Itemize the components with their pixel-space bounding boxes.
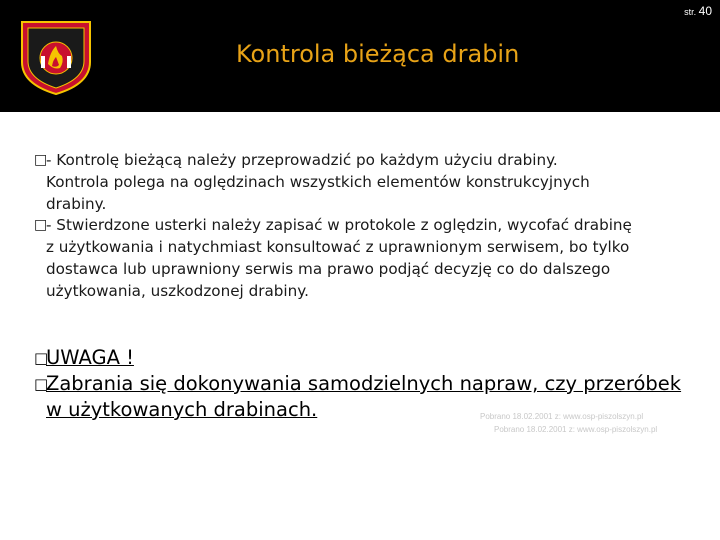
body-content	[34, 150, 704, 303]
page-title: Kontrola bieżąca drabin	[236, 40, 520, 68]
watermark-text: Pobrano 18.02.2001 z: www.osp-piszolszyn.pl	[480, 412, 644, 421]
page-number-label: str.	[684, 7, 697, 17]
paragraph-2-line-2: z użytkowania i natychmiast konsultować z uprawnionym serwisem, bo tylko	[46, 238, 630, 257]
warning-heading-row	[34, 345, 714, 371]
warning-line-1: Zabrania się dokonywania samodzielnych napraw, czy przeróbek	[46, 372, 682, 395]
paragraph-2-line-3: dostawca lub uprawniony serwis ma prawo podjąć decyzję co do dalszego	[46, 259, 611, 278]
fire-brigade-emblem-icon	[18, 18, 94, 96]
warning-heading: UWAGA !	[46, 346, 134, 369]
paragraph-2-line-4: użytkowania, uszkodzonej drabiny.	[46, 281, 309, 300]
paragraph-1-line-3: drabiny.	[46, 194, 107, 213]
warning-line-1-row	[34, 371, 714, 397]
watermark-text: Pobrano 18.02.2001 z: www.osp-piszolszyn.pl	[494, 425, 658, 434]
paragraph-2	[34, 215, 704, 302]
warning-line-2: w użytkowanych drabinach.	[46, 398, 318, 421]
bullet-icon: □	[34, 375, 49, 393]
bullet-icon: □	[34, 217, 48, 234]
paragraph-2-line-1: - Stwierdzone usterki należy zapisać w protokole z oględzin, wycofać drabinę	[46, 216, 632, 235]
paragraph-1-line-2: Kontrola polega na oględzinach wszystkich elementów konstrukcyjnych	[46, 172, 590, 191]
page-number-value: 40	[698, 4, 712, 18]
bullet-icon: □	[34, 349, 49, 367]
page-number	[684, 4, 712, 18]
bullet-icon: □	[34, 152, 48, 168]
header-band	[0, 0, 720, 112]
paragraph-1	[34, 150, 704, 215]
paragraph-1-line-1: - Kontrolę bieżącą należy przeprowadzić po każdym użyciu drabiny.	[46, 151, 558, 169]
